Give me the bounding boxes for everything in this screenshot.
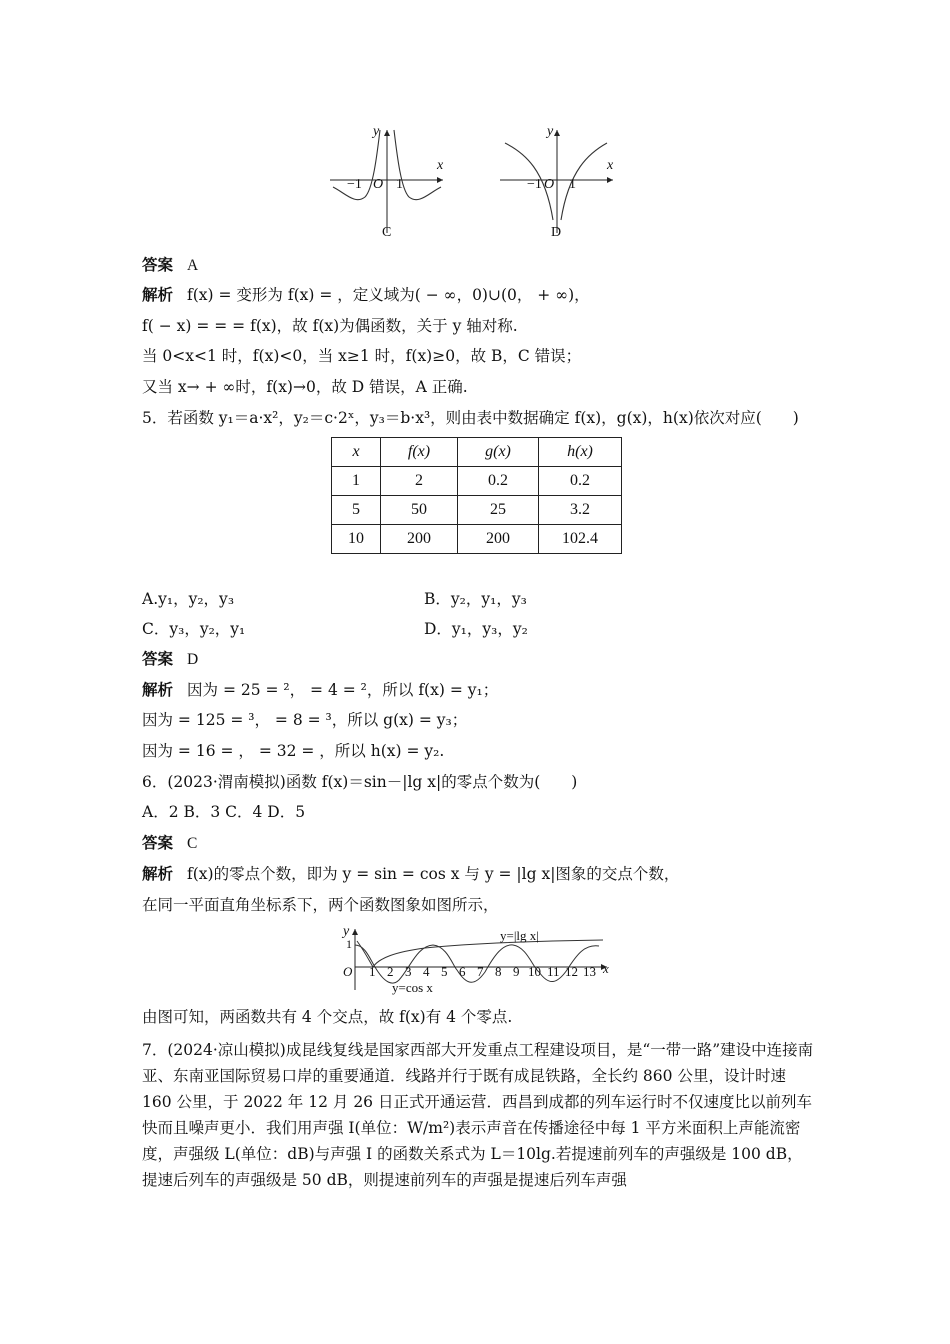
q6-graph-tick: 9 bbox=[513, 964, 520, 979]
q6-conclusion: 由图可知，两函数共有 4 个交点，故 f(x)有 4 个零点. bbox=[142, 1008, 513, 1026]
q6-options: A．2 B．3 C．4 D．5 bbox=[142, 803, 306, 821]
q6-graph-lg-label: y=|lg x| bbox=[500, 928, 539, 943]
q6-graph-cos-label: y=cos x bbox=[392, 980, 433, 995]
table-cell: 0.2 bbox=[458, 467, 539, 496]
q6-graph-tick: 10 bbox=[528, 964, 541, 979]
q5-answer-value: D bbox=[187, 651, 199, 668]
graph-d-x-label: x bbox=[607, 158, 614, 173]
graph-c bbox=[325, 125, 450, 240]
q6-answer-value: C bbox=[187, 835, 198, 852]
table-row bbox=[332, 525, 622, 554]
q6-graph-tick: 11 bbox=[547, 964, 560, 979]
table-cell: 50 bbox=[381, 496, 458, 525]
q6-analysis-text-1: f(x)的零点个数，即为 y = sin = cos x 与 y = |lg x|图象的交点个数， bbox=[187, 865, 680, 883]
table-header-cell: f(x) bbox=[381, 438, 458, 467]
table-header-row bbox=[332, 438, 622, 467]
table-cell: 200 bbox=[381, 525, 458, 554]
table-cell: 10 bbox=[332, 525, 381, 554]
q6-graph-tick: 6 bbox=[459, 964, 466, 979]
q5-analysis-line-1 bbox=[142, 679, 498, 701]
table-cell: 25 bbox=[458, 496, 539, 525]
q4-analysis-line-1 bbox=[142, 284, 590, 306]
table-cell: 0.2 bbox=[539, 467, 622, 496]
q6-analysis-line-1 bbox=[142, 863, 679, 885]
q6-analysis-label: 解析 bbox=[142, 864, 174, 883]
q6-stem: 6．(2023·渭南模拟)函数 f(x)＝sin－|lg x|的零点个数为( ) bbox=[142, 773, 578, 791]
q5-option-d: D．y₁，y₃，y₂ bbox=[424, 620, 528, 638]
table-cell: 2 bbox=[381, 467, 458, 496]
q5-option-c: C．y₃，y₂，y₁ bbox=[142, 620, 246, 638]
q6-graph-tick: 2 bbox=[387, 964, 394, 979]
q4-analysis-line-2: f( − x) = = = f(x)，故 f(x)为偶函数，关于 y 轴对称. bbox=[142, 317, 518, 335]
q6-graph-y-label: y bbox=[343, 924, 350, 939]
table-cell: 5 bbox=[332, 496, 381, 525]
q4-analysis-label: 解析 bbox=[142, 285, 174, 304]
q6-analysis-line-2: 在同一平面直角坐标系下，两个函数图象如图所示， bbox=[142, 896, 499, 914]
q5-analysis-line-3: 因为 = 16 = ， = 32 = ，所以 h(x) = y₂. bbox=[142, 742, 445, 760]
q6-graph-tick: 8 bbox=[495, 964, 502, 979]
q4-answer bbox=[142, 254, 198, 277]
q5-answer-label: 答案 bbox=[142, 649, 174, 668]
q5-answer bbox=[142, 648, 198, 671]
graph-c-y-label: y bbox=[373, 124, 380, 139]
graph-d-y-label: y bbox=[547, 124, 554, 139]
q6-answer bbox=[142, 832, 197, 855]
graph-c-origin: O bbox=[373, 177, 384, 192]
table-cell: 200 bbox=[458, 525, 539, 554]
graph-d-label: D bbox=[551, 225, 562, 240]
q5-analysis-line-2: 因为 = 125 = ³， = 8 = ³，所以 g(x) = y₃； bbox=[142, 711, 468, 729]
q5-analysis-label: 解析 bbox=[142, 680, 174, 699]
graph-d-tick-neg1: −1 bbox=[527, 177, 542, 192]
q6-graph-x-label: x bbox=[603, 961, 609, 976]
q7-text: 7．(2024·凉山模拟)成昆线复线是国家西部大开发重点工程建设项目，是“一带一路”建设中连接南亚、东南亚国际贸易口岸的重要通道．线路并行于既有成昆铁路，全长约 860 公里，设计时速 160 公里，于 2022 年 12 月 26 日正式开通运营．西昌到成都的列车运行时不仅速度比以前列车快而且噪声更小．我们用声强 I(单位：W/m²)表示声音在传播途径中每 1 平方米面积上声能流密度，声强级 L(单位：dB)与声强 I 的函数关系式为 L＝10lg.若提速前列车的声强级是 100 dB，提速后列车的声强级是 50 dB，则提速前列车的声强是提速后列车声强 bbox=[142, 1041, 814, 1189]
q4-analysis-text-1: f(x) = 变形为 f(x) = ，定义域为( − ∞，0)∪(0， + ∞)， bbox=[187, 286, 590, 304]
graph-d bbox=[495, 125, 620, 240]
table-cell: 1 bbox=[332, 467, 381, 496]
table-row bbox=[332, 496, 622, 525]
q4-answer-label: 答案 bbox=[142, 255, 174, 274]
q6-graph-origin: O bbox=[343, 964, 353, 979]
q6-graph-tick: 3 bbox=[405, 964, 412, 979]
q6-graph-tick: 4 bbox=[423, 964, 430, 979]
table-row bbox=[332, 467, 622, 496]
table-header-cell: x bbox=[332, 438, 381, 467]
q4-analysis-line-3: 当 0<x<1 时，f(x)<0，当 x≥1 时，f(x)≥0，故 B，C 错误； bbox=[142, 347, 582, 365]
q6-graph-tick: 12 bbox=[565, 964, 578, 979]
q6-graph bbox=[335, 924, 615, 998]
graph-c-label: C bbox=[382, 225, 392, 240]
q6-graph-tick: 13 bbox=[583, 964, 596, 979]
table-cell: 3.2 bbox=[539, 496, 622, 525]
q6-graph-tick: 7 bbox=[477, 964, 484, 979]
graph-d-origin: O bbox=[544, 177, 555, 192]
q5-option-a: A.y₁，y₂，y₃ bbox=[142, 590, 235, 608]
graph-c-tick-neg1: −1 bbox=[347, 177, 362, 192]
q4-answer-value: A bbox=[187, 257, 199, 274]
q5-option-b: B．y₂，y₁，y₃ bbox=[424, 590, 527, 608]
graph-c-tick-1: 1 bbox=[396, 177, 403, 192]
table-cell: 102.4 bbox=[539, 525, 622, 554]
q5-stem: 5．若函数 y₁＝a·x²，y₂＝c·2ˣ，y₃＝b·x³，则由表中数据确定 f(x)，g(x)，h(x)依次对应( ) bbox=[142, 409, 799, 427]
graph-c-x-label: x bbox=[437, 158, 444, 173]
q6-graph-tick: 1 bbox=[369, 964, 376, 979]
q6-graph-tick: 5 bbox=[441, 964, 448, 979]
q6-answer-label: 答案 bbox=[142, 833, 174, 852]
q5-data-table bbox=[331, 437, 622, 554]
table-header-cell: h(x) bbox=[539, 438, 622, 467]
table-header-cell: g(x) bbox=[458, 438, 539, 467]
q5-analysis-text-1: 因为 = 25 = ²， = 4 = ²，所以 f(x) = y₁； bbox=[187, 681, 499, 699]
q4-analysis-line-4: 又当 x→ + ∞时，f(x)→0，故 D 错误，A 正确. bbox=[142, 378, 468, 396]
q6-graph-one: 1 bbox=[346, 937, 352, 951]
graph-d-tick-1: 1 bbox=[569, 177, 576, 192]
